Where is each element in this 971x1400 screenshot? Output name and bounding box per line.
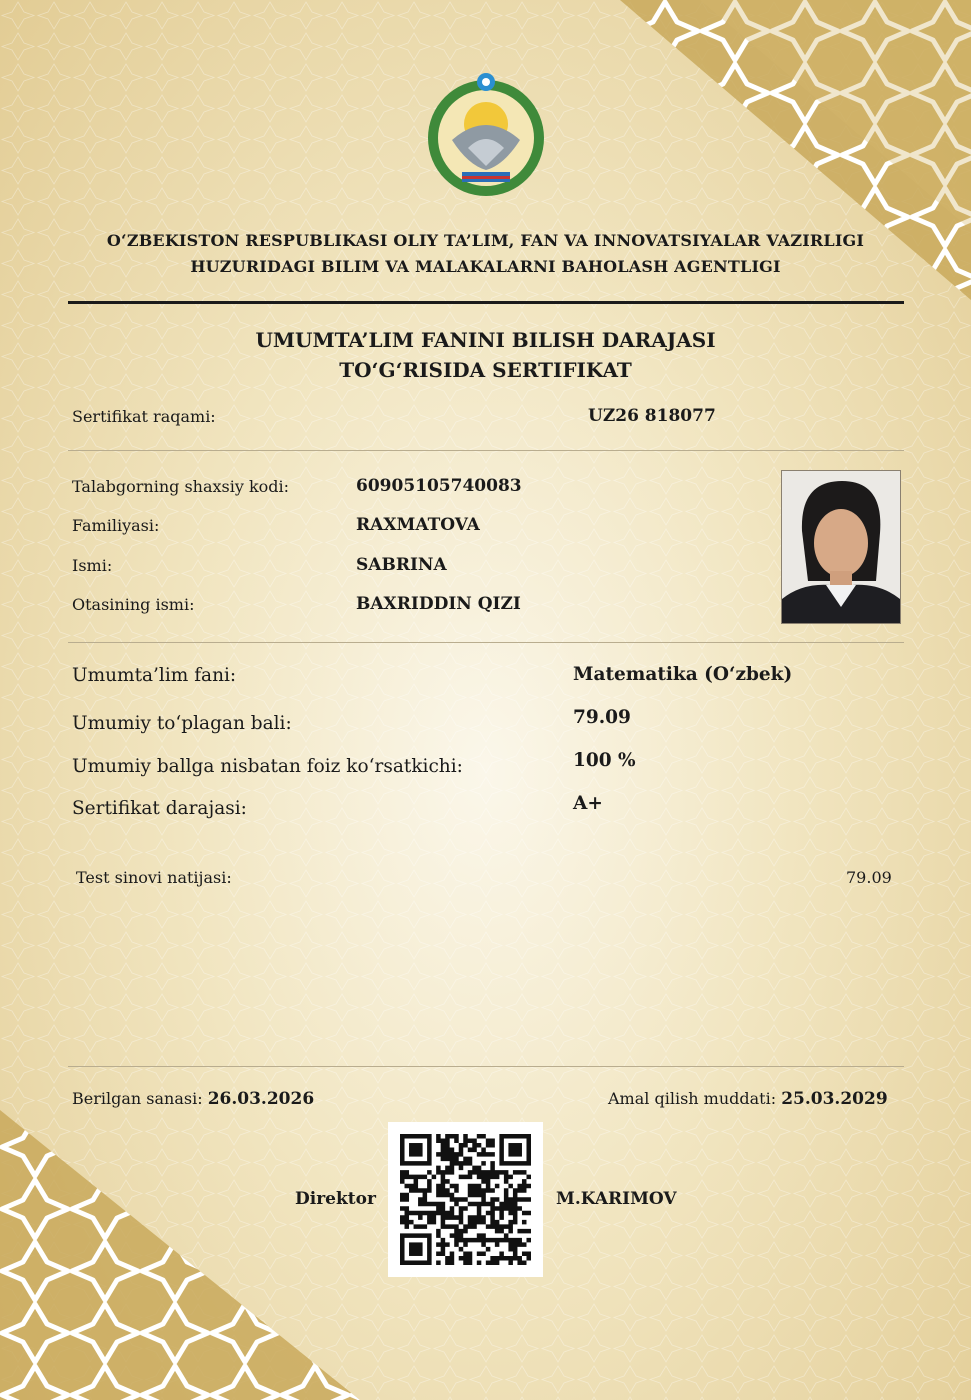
signer-role: Direktor [295, 1189, 376, 1209]
person-photo-icon [782, 471, 900, 623]
certificate-title [0, 325, 971, 385]
first-name-value: SABRINA [356, 555, 447, 575]
title-line-2: TO‘G‘RISIDA SERTIFIKAT [339, 358, 632, 382]
holder-photo [781, 470, 901, 624]
percent-value: 100 % [573, 750, 636, 771]
validity-date-value: 25.03.2029 [781, 1089, 888, 1109]
test-result-label: Test sinovi natijasi: [76, 868, 232, 887]
subject-label: Umumta’lim fani: [72, 665, 237, 686]
first-name-label: Ismi: [72, 556, 113, 575]
qr-code-icon [388, 1122, 543, 1277]
agency-line-1: O‘ZBEKISTON RESPUBLIKASI OLIY TA’LIM, FAN VA INNOVATSIYALAR VAZIRLIGI [106, 231, 865, 250]
surname-value: RAXMATOVA [356, 515, 480, 535]
issue-date [72, 1089, 314, 1109]
patronymic-label: Otasining ismi: [72, 595, 195, 614]
personal-code-value: 60905105740083 [356, 476, 522, 496]
header-divider [68, 301, 904, 304]
test-result-value: 79.09 [846, 868, 892, 887]
issue-date-label: Berilgan sanasi: [72, 1089, 203, 1108]
grade-label: Sertifikat darajasi: [72, 798, 247, 819]
agency-name [0, 228, 971, 280]
grade-value: A+ [573, 793, 603, 814]
validity-date-label: Amal qilish muddati: [608, 1089, 777, 1108]
issue-date-value: 26.03.2026 [207, 1089, 315, 1109]
validity-date [608, 1089, 888, 1109]
total-score-label: Umumiy to‘plagan bali: [72, 713, 292, 734]
certificate-number-value: UZ26 818077 [588, 406, 716, 426]
percent-label: Umumiy ballga nisbatan foiz ko‘rsatkichi: [72, 756, 463, 777]
certificate-number-label: Sertifikat raqami: [72, 407, 216, 426]
personal-code-label: Talabgorning shaxsiy kodi: [72, 477, 290, 496]
agency-line-2: HUZURIDAGI BILIM VA MALAKALARNI BAHOLASH AGENTLIGI [190, 257, 781, 276]
subject-value: Matematika (O‘zbek) [573, 664, 793, 685]
surname-label: Familiyasi: [72, 516, 160, 535]
section-divider [68, 642, 904, 643]
total-score-value: 79.09 [573, 707, 631, 728]
title-line-1: UMUMTA’LIM FANINI BILISH DARAJASI [255, 328, 716, 352]
qr-code[interactable] [388, 1122, 543, 1277]
signer-name: M.KARIMOV [556, 1189, 677, 1209]
patronymic-value: BAXRIDDIN QIZI [356, 594, 521, 614]
section-divider [68, 450, 904, 451]
section-divider [68, 1066, 904, 1067]
state-emblem-icon [424, 70, 548, 200]
